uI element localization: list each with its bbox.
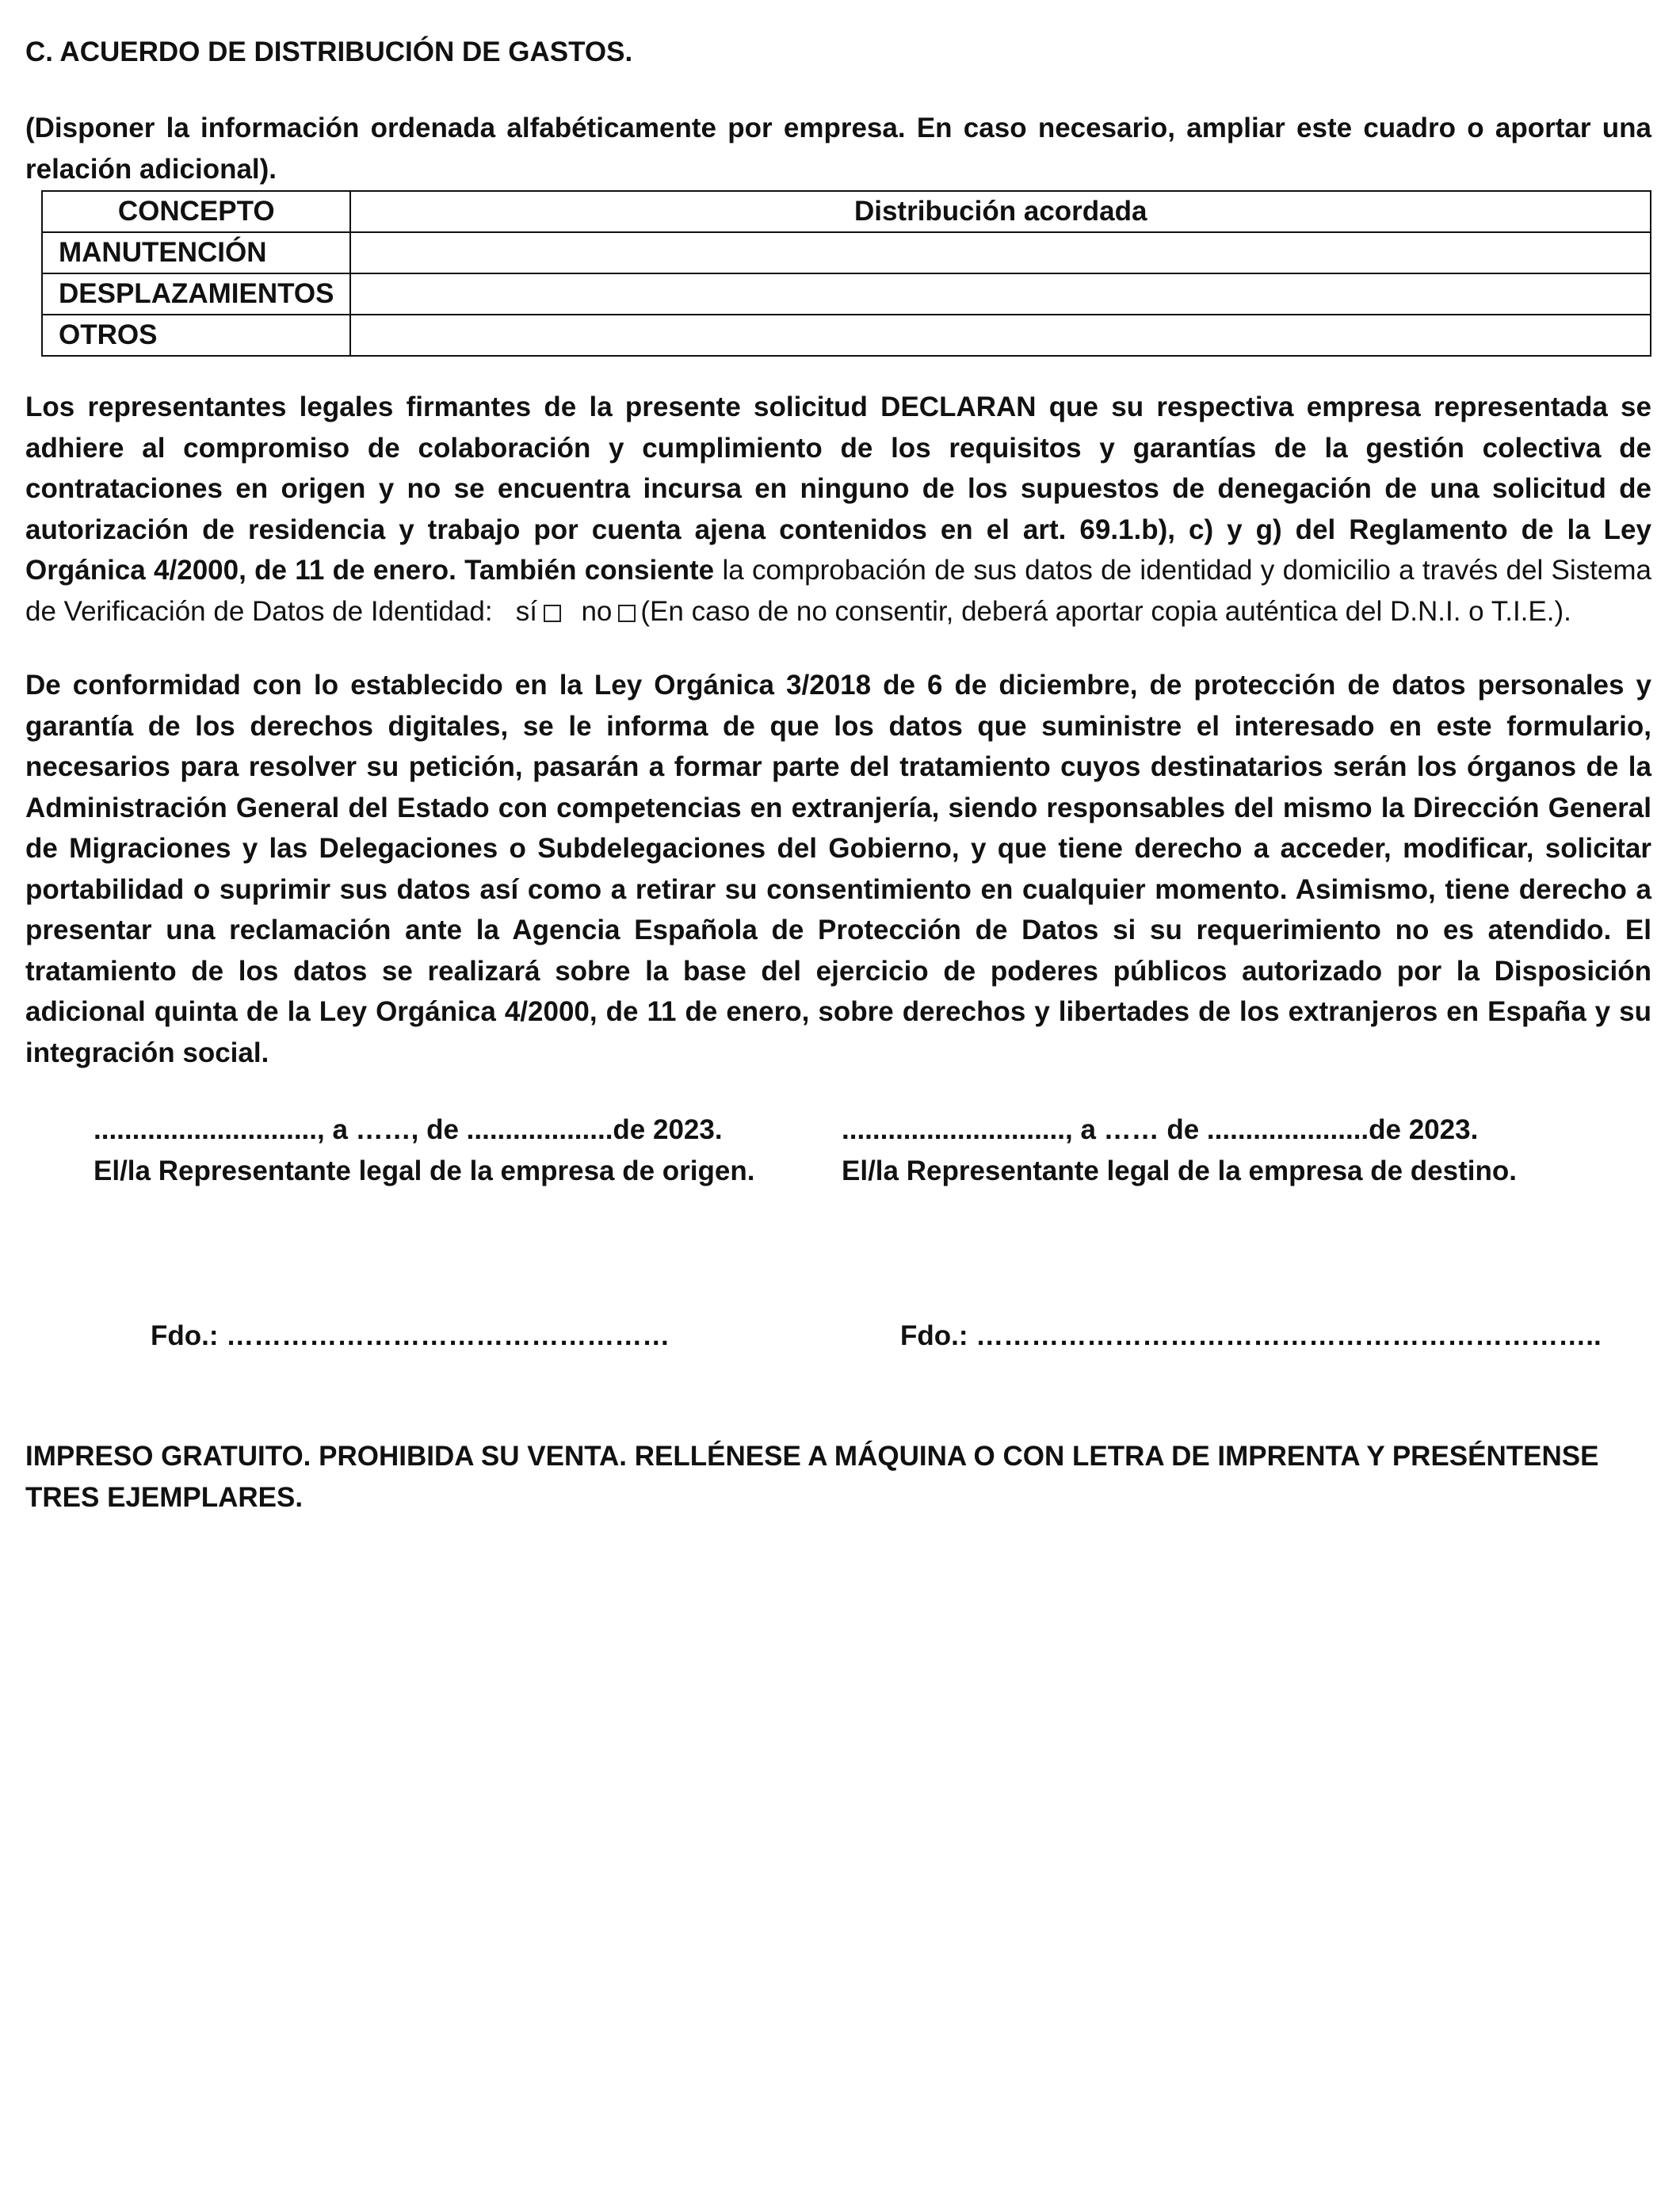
column-header-distribucion: Distribución acordada xyxy=(350,191,1651,232)
distribution-input-cell[interactable] xyxy=(350,315,1651,356)
footer-notice: IMPRESO GRATUITO. PROHIBIDA SU VENTA. RELLÉNESE A MÁQUINA O CON LETRA DE IMPRENTA Y PRESÉNTENSE TRES EJEMPLARES. xyxy=(25,1441,1599,1513)
consent-yes-label: sí xyxy=(515,595,537,627)
consent-tail-text: (En caso de no consentir, deberá aportar copia auténtica del D.N.I. o T.I.E.). xyxy=(640,595,1571,627)
distribution-input-cell[interactable] xyxy=(350,273,1651,315)
origin-fdo-line: Fdo.: ………………………………………… xyxy=(151,1320,670,1351)
destination-role-label: El/la Representante legal de la empresa de destino. xyxy=(842,1155,1517,1186)
declaration-paragraph xyxy=(25,387,1651,632)
consent-no-label: no xyxy=(581,595,613,627)
table-row xyxy=(42,273,1651,315)
consent-no-checkbox[interactable] xyxy=(618,605,636,622)
origin-signature-block xyxy=(94,1110,807,1192)
table-row xyxy=(42,232,1651,273)
distribution-input-cell[interactable] xyxy=(350,232,1651,273)
concept-cell: OTROS xyxy=(42,315,350,356)
table-row xyxy=(42,315,1651,356)
form-page xyxy=(25,32,1651,1518)
declaration-normal-text: la comprobación de sus datos de identidad y domicilio a través del Sistema de Verificación de Datos de Identidad: xyxy=(25,555,1651,627)
destination-fdo-line: Fdo.: ………………………………………………………….. xyxy=(900,1320,1602,1351)
expense-distribution-table xyxy=(41,190,1651,357)
section-note: (Disponer la información ordenada alfabéticamente por empresa. En caso necesario, ampliar este cuadro o aportar una relación adicional). xyxy=(25,113,1651,185)
concept-cell: MANUTENCIÓN xyxy=(42,232,350,273)
origin-role-label: El/la Representante legal de la empresa de origen. xyxy=(94,1155,755,1186)
destination-signature-block xyxy=(842,1110,1634,1192)
signature-fdo-row xyxy=(25,1316,1651,1363)
signature-date-row xyxy=(25,1110,1651,1197)
table-header-row xyxy=(42,191,1651,232)
declaration-bold-text: Los representantes legales firmantes de la presente solicitud DECLARAN que su respectiva empresa representada se adhiere al compromiso de colaboración y cumplimiento de los requisitos y garantías de la gestión colectiva de contrataciones en origen y no se encuentra incursa en ninguno de los supuestos de denegación de una solicitud de autorización de residencia y trabajo por cuenta ajena contenidos en el art. 69.1.b), c) y g) del Reglamento de la Ley Orgánica 4/2000, de 11 de enero. También consiente xyxy=(25,391,1651,586)
destination-date-line: ............................., a …… de .....................de 2023. xyxy=(842,1114,1479,1145)
concept-cell: DESPLAZAMIENTOS xyxy=(42,273,350,315)
privacy-paragraph: De conformidad con lo establecido en la Ley Orgánica 3/2018 de 6 de diciembre, de protección de datos personales y garantía de los derechos digitales, se le informa de que los datos que suministre el interesado en este formulario, necesarios para resolver su petición, pasarán a formar parte del tratamiento cuyos destinatarios serán los órganos de la Administración General del Estado con competencias en extranjería, siendo responsables del mismo la Dirección General de Migraciones y las Delegaciones o Subdelegaciones del Gobierno, y que tiene derecho a acceder, modificar, solicitar portabilidad o suprimir sus datos así como a retirar su consentimiento en cualquier momento. Asimismo, tiene derecho a presentar una reclamación ante la Agencia Española de Protección de Datos si su requerimiento no es atendido. El tratamiento de los datos se realizará sobre la base del ejercicio de poderes públicos autorizado por la Disposición adicional quinta de la Ley Orgánica 4/2000, de 11 de enero, sobre derechos y libertades de los extranjeros en España y su integración social. xyxy=(25,670,1651,1068)
column-header-concepto: CONCEPTO xyxy=(42,191,350,232)
section-heading: C. ACUERDO DE DISTRIBUCIÓN DE GASTOS. xyxy=(25,36,633,67)
consent-yes-checkbox[interactable] xyxy=(544,605,561,622)
origin-date-line: ............................., a ……, de ...................de 2023. xyxy=(94,1114,723,1145)
